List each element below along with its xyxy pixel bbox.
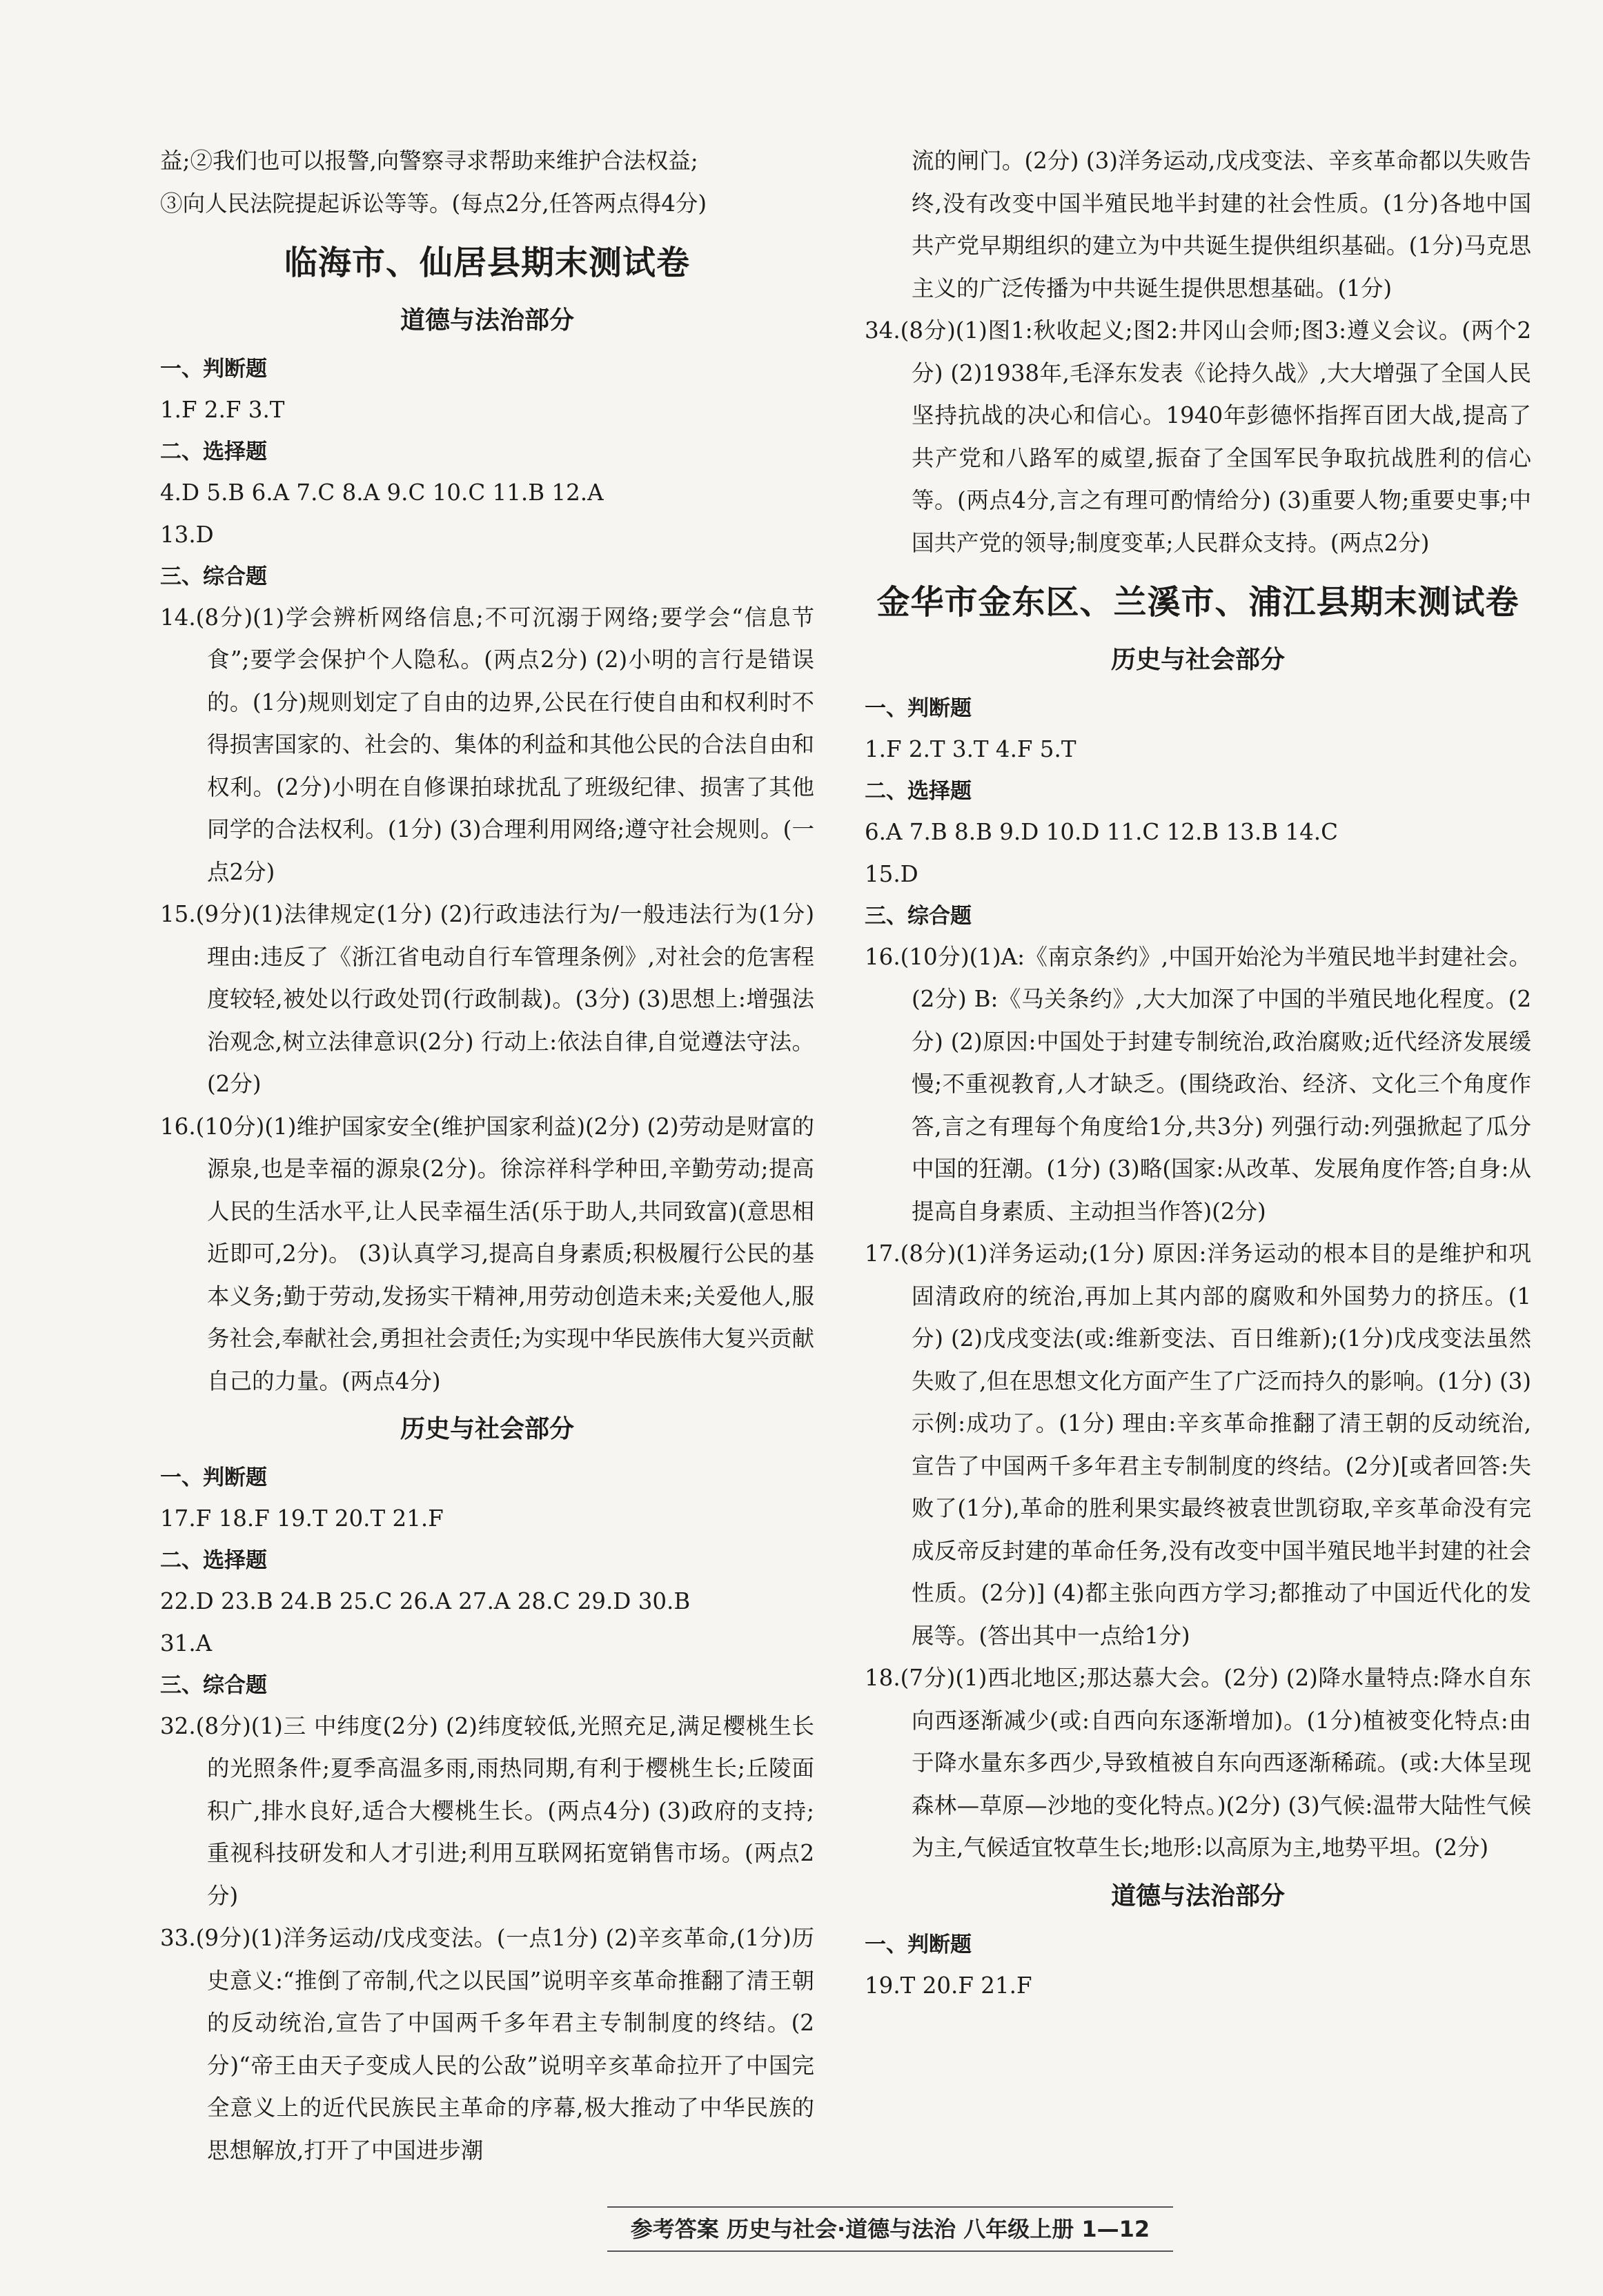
exam-title: 金华市金东区、兰溪市、浦江县期末测试卷 <box>876 583 1520 622</box>
question-answer: 17.(8分)(1)洋务运动;(1分) 原因:洋务运动的根本目的是维护和巩固清政府的统治,再加上其内部的腐败和外国势力的挤压。(1分) (2)戊戌变法(或:维新变法、百日维新);(1分)戊戌变法虽然失败了,但在思想文化方面产生了广泛而持久的影响。(1分) (3)示例:成功了。(1分) 理由:辛亥革命推翻了清王朝的反动统治,宣告了中国两千多年君主专制制度的终结。(2分)[或者回答:失败了(1分),革命的胜利果实最终被袁世凯窃取,辛亥革命没有完成反帝反封建的革命任务,没有改变中国半殖民地半封建的社会性质。(2分)] (4)都主张向西方学习;都推动了中国近代化的发展等。(答出其中一点给1分) <box>865 1240 1531 1649</box>
answer-line: 22.D 23.B 24.B 25.C 26.A 27.A 28.C 29.D 30.B <box>160 1587 691 1614</box>
answer-line: 6.A 7.B 8.B 9.D 10.D 11.C 12.B 13.B 14.C <box>865 818 1338 845</box>
left-column <box>160 140 814 2172</box>
answer-line: 1.F 2.T 3.T 4.F 5.T <box>865 736 1076 762</box>
right-column <box>865 140 1531 2007</box>
subsection-heading: 一、判断题 <box>865 1932 972 1957</box>
question-answer: 16.(10分)(1)维护国家安全(维护国家利益)(2分) (2)劳动是财富的源泉,也是幸福的源泉(2分)。徐淙祥科学种田,辛勤劳动;提高人民的生活水平,让人民幸福生活(乐于助人,共同致富)(意思相近即可,2分)。 (3)认真学习,提高自身素质;积极履行公民的基本义务;勤于劳动,发扬实干精神,用劳动创造未来;关爱他人,服务社会,奉献社会,勇担社会责任;为实现中华民族伟大复兴贡献自己的力量。(两点4分) <box>160 1113 814 1394</box>
section-heading: 历史与社会部分 <box>1110 646 1285 674</box>
question-answer: 15.(9分)(1)法律规定(1分) (2)行政违法行为/一般违法行为(1分) 理由:违反了《浙江省电动自行车管理条例》,对社会的危害程度较轻,被处以行政处罚(行政制裁)。(3分) (3)思想上:增强法治观念,树立法律意识(2分) 行动上:依法自律,自觉遵法守法。(2分) <box>160 901 815 1097</box>
intro-line: 益;②我们也可以报警,向警察寻求帮助来维护合法权益; <box>160 148 698 174</box>
subsection-heading: 三、综合题 <box>160 1672 267 1698</box>
answer-line: 13.D <box>160 522 214 548</box>
exam-title: 临海市、仙居县期末测试卷 <box>284 244 690 282</box>
subsection-heading: 二、选择题 <box>865 778 972 804</box>
subsection-heading: 二、选择题 <box>160 1547 267 1573</box>
subsection-heading: 一、判断题 <box>865 696 972 721</box>
question-answer: 16.(10分)(1)A:《南京条约》,中国开始沦为半殖民地半封建社会。(2分) B:《马关条约》,大大加深了中国的半殖民地化程度。(2分) (2)原因:中国处于封建专制统治,政治腐败;近代经济发展缓慢;不重视教育,人才缺乏。(围绕政治、经济、文化三个角度作答,言之有理每个角度给1分,共3分) 列强行动:列强掀起了瓜分中国的狂潮。(1分) (3)略(国家:从改革、发展角度作答;自身:从提高自身素质、主动担当作答)(2分) <box>865 943 1531 1225</box>
question-answer: 33.(9分)(1)洋务运动/戊戌变法。(一点1分) (2)辛亥革命,(1分)历史意义:“推倒了帝制,代之以民国”说明辛亥革命推翻了清王朝的反动统治,宣告了中国两千多年君主专制制度的终结。(2分)“帝王由天子变成人民的公敌”说明辛亥革命拉开了中国完全意义上的近代民族民主革命的序幕,极大推动了中华民族的思想解放,打开了中国进步潮 <box>160 1925 814 2164</box>
subsection-heading: 三、综合题 <box>160 564 267 589</box>
subsection-heading: 三、综合题 <box>865 903 972 929</box>
subsection-heading: 一、判断题 <box>160 1465 267 1490</box>
page-footer: 参考答案 历史与社会·道德与法治 八年级上册 1—12 <box>607 2206 1173 2252</box>
question-answer-continued: 流的闸门。(2分) (3)洋务运动,戊戌变法、辛亥革命都以失败告终,没有改变中国半殖民地半封建的社会性质。(1分)各地中国共产党早期组织的建立为中共诞生提供组织基础。(1分)马克思主义的广泛传播为中共诞生提供思想基础。(1分) <box>912 148 1531 301</box>
answer-line: 17.F 18.F 19.T 20.T 21.F <box>160 1505 444 1532</box>
section-heading: 道德与法治部分 <box>400 306 574 335</box>
question-answer: 18.(7分)(1)西北地区;那达慕大会。(2分) (2)降水量特点:降水自东向西逐渐减少(或:自西向东逐渐增加)。(1分)植被变化特点:由于降水量东多西少,导致植被自东向西逐渐稀疏。(或:大体呈现森林—草原—沙地的变化特点。)(2分) (3)气候:温带大陆性气候为主,气候适宜牧草生长;地形:以高原为主,地势平坦。(2分) <box>865 1665 1531 1861</box>
section-heading: 道德与法治部分 <box>1110 1881 1285 1910</box>
question-answer: 32.(8分)(1)三 中纬度(2分) (2)纬度较低,光照充足,满足樱桃生长的光照条件;夏季高温多雨,雨热同期,有利于樱桃生长;丘陵面积广,排水良好,适合大樱桃生长。(两点4分) (3)政府的支持;重视科技研发和人才引进;利用互联网拓宽销售市场。(两点2分) <box>160 1712 814 1909</box>
answer-line: 19.T 20.F 21.F <box>865 1972 1032 1999</box>
subsection-heading: 二、选择题 <box>160 439 267 464</box>
section-heading: 历史与社会部分 <box>400 1415 574 1443</box>
subsection-heading: 一、判断题 <box>160 357 267 382</box>
question-answer: 34.(8分)(1)图1:秋收起义;图2:井冈山会师;图3:遵义会议。(两个2分) (2)1938年,毛泽东发表《论持久战》,大大增强了全国人民坚持抗战的决心和信心。1940年彭德怀指挥百团大战,提高了共产党和八路军的威望,振奋了全国军民争取抗战胜利的信心等。(两点4分,言之有理可酌情给分) (3)重要人物;重要史事;中国共产党的领导;制度变革;人民群众支持。(两点2分) <box>865 317 1531 556</box>
answer-line: 15.D <box>865 861 918 887</box>
answer-line: 4.D 5.B 6.A 7.C 8.A 9.C 10.C 11.B 12.A <box>160 479 604 506</box>
intro-line: ③向人民法院提起诉讼等等。(每点2分,任答两点得4分) <box>160 190 707 217</box>
answer-line: 31.A <box>160 1630 213 1656</box>
question-answer: 14.(8分)(1)学会辨析网络信息;不可沉溺于网络;要学会“信息节食”;要学会保护个人隐私。(两点2分) (2)小明的言行是错误的。(1分)规则划定了自由的边界,公民在行使自由和权利时不得损害国家的、社会的、集体的利益和其他公民的合法自由和权利。(2分)小明在自修课拍球扰乱了班级纪律、损害了其他同学的合法权利。(1分) (3)合理利用网络;遵守社会规则。(一点2分) <box>160 604 814 885</box>
answer-line: 1.F 2.F 3.T <box>160 397 285 423</box>
